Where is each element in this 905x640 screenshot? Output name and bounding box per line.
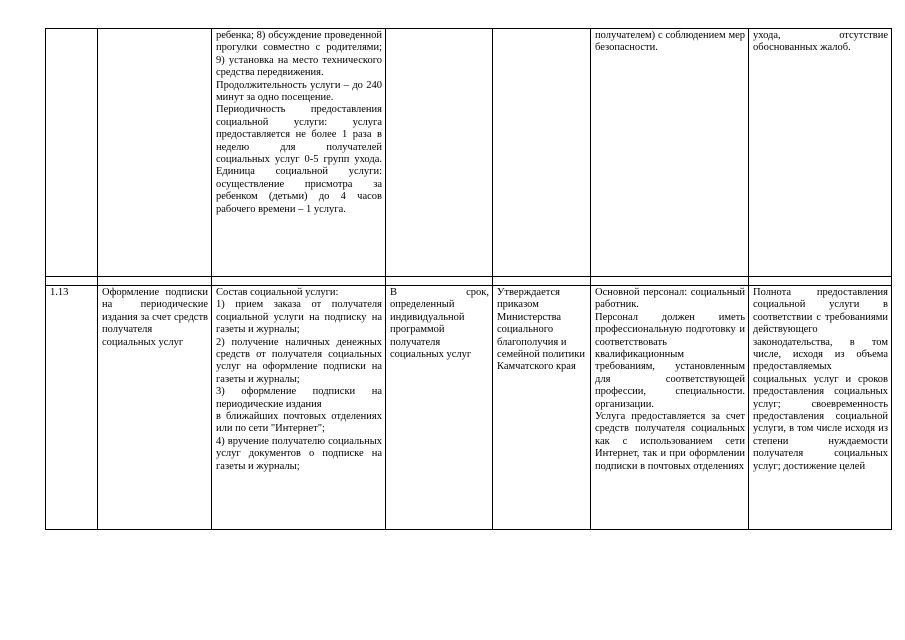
cell-conditions: получателем) с соблюдением мер безопасности. xyxy=(591,29,749,277)
cell-number: 1.13 xyxy=(46,286,98,530)
cell-service-content: ребенка; 8) обсуждение проведенной прогулки совместно с родителями; 9) установка на место технического средства передвижения. Продолжительность услуги – до 240 минут за одно посещение. Периодичность предоставления социальной услуги: услуга предоставляется не более 1 раза в неделю для получателей социальных услуг 0-5 групп ухода. Единица социальной услуги: осуществление присмотра за ребенком (детьми) до 4 часов рабочего времени – 1 услуга. xyxy=(212,29,386,277)
cell-indicators: ухода, отсутствие обоснованных жалоб. xyxy=(749,29,892,277)
cell-service-name: Оформление подписки на периодические издания за счет средств получателя социальных услуг xyxy=(98,286,212,530)
cell-tariff xyxy=(493,29,591,277)
cell-conditions: Основной персонал: социальный работник. Персонал должен иметь профессиональную подготовку и соответствовать квалификационным требованиям, установленным для соответствующей профессии, специальности. организации. Услуга предоставляется за счет средств получателя социальных как с использованием сети Интернет, так и при оформлении подписки в почтовых отделениях xyxy=(591,286,749,530)
cell-term xyxy=(386,29,493,277)
table-row xyxy=(46,29,892,277)
cell-term: В срок, определенный индивидуальной программой получателя социальных услуг xyxy=(386,286,493,530)
table-spacer-row xyxy=(46,277,892,286)
cell-indicators: Полнота предоставления социальной услуги в соответствии с требованиями действующего законодательства, в том числе, исходя из объема предоставляемых социальных услуг и сроков предоставления социальных услуг; своевременность предоставления социальной услуги, в том числе исходя из степени нуждаемости получателя социальных услуг; достижение целей xyxy=(749,286,892,530)
cell-number xyxy=(46,29,98,277)
table-row xyxy=(46,286,892,530)
services-table xyxy=(45,28,892,530)
cell-service-name xyxy=(98,29,212,277)
cell-tariff: Утверждается приказом Министерства социального благополучия и семейной политики Камчатского края xyxy=(493,286,591,530)
cell-service-content: Состав социальной услуги: 1) прием заказа от получателя социальной услуги на подписку на газеты и журналы; 2) получение наличных денежных средств от получателя социальных услуг на оформление подписки на газеты и журналы; 3) оформление подписки на периодические издания в ближайших почтовых отделениях или по сети "Интернет"; 4) вручение получателю социальных услуг документов о подписке на газеты и журналы; xyxy=(212,286,386,530)
